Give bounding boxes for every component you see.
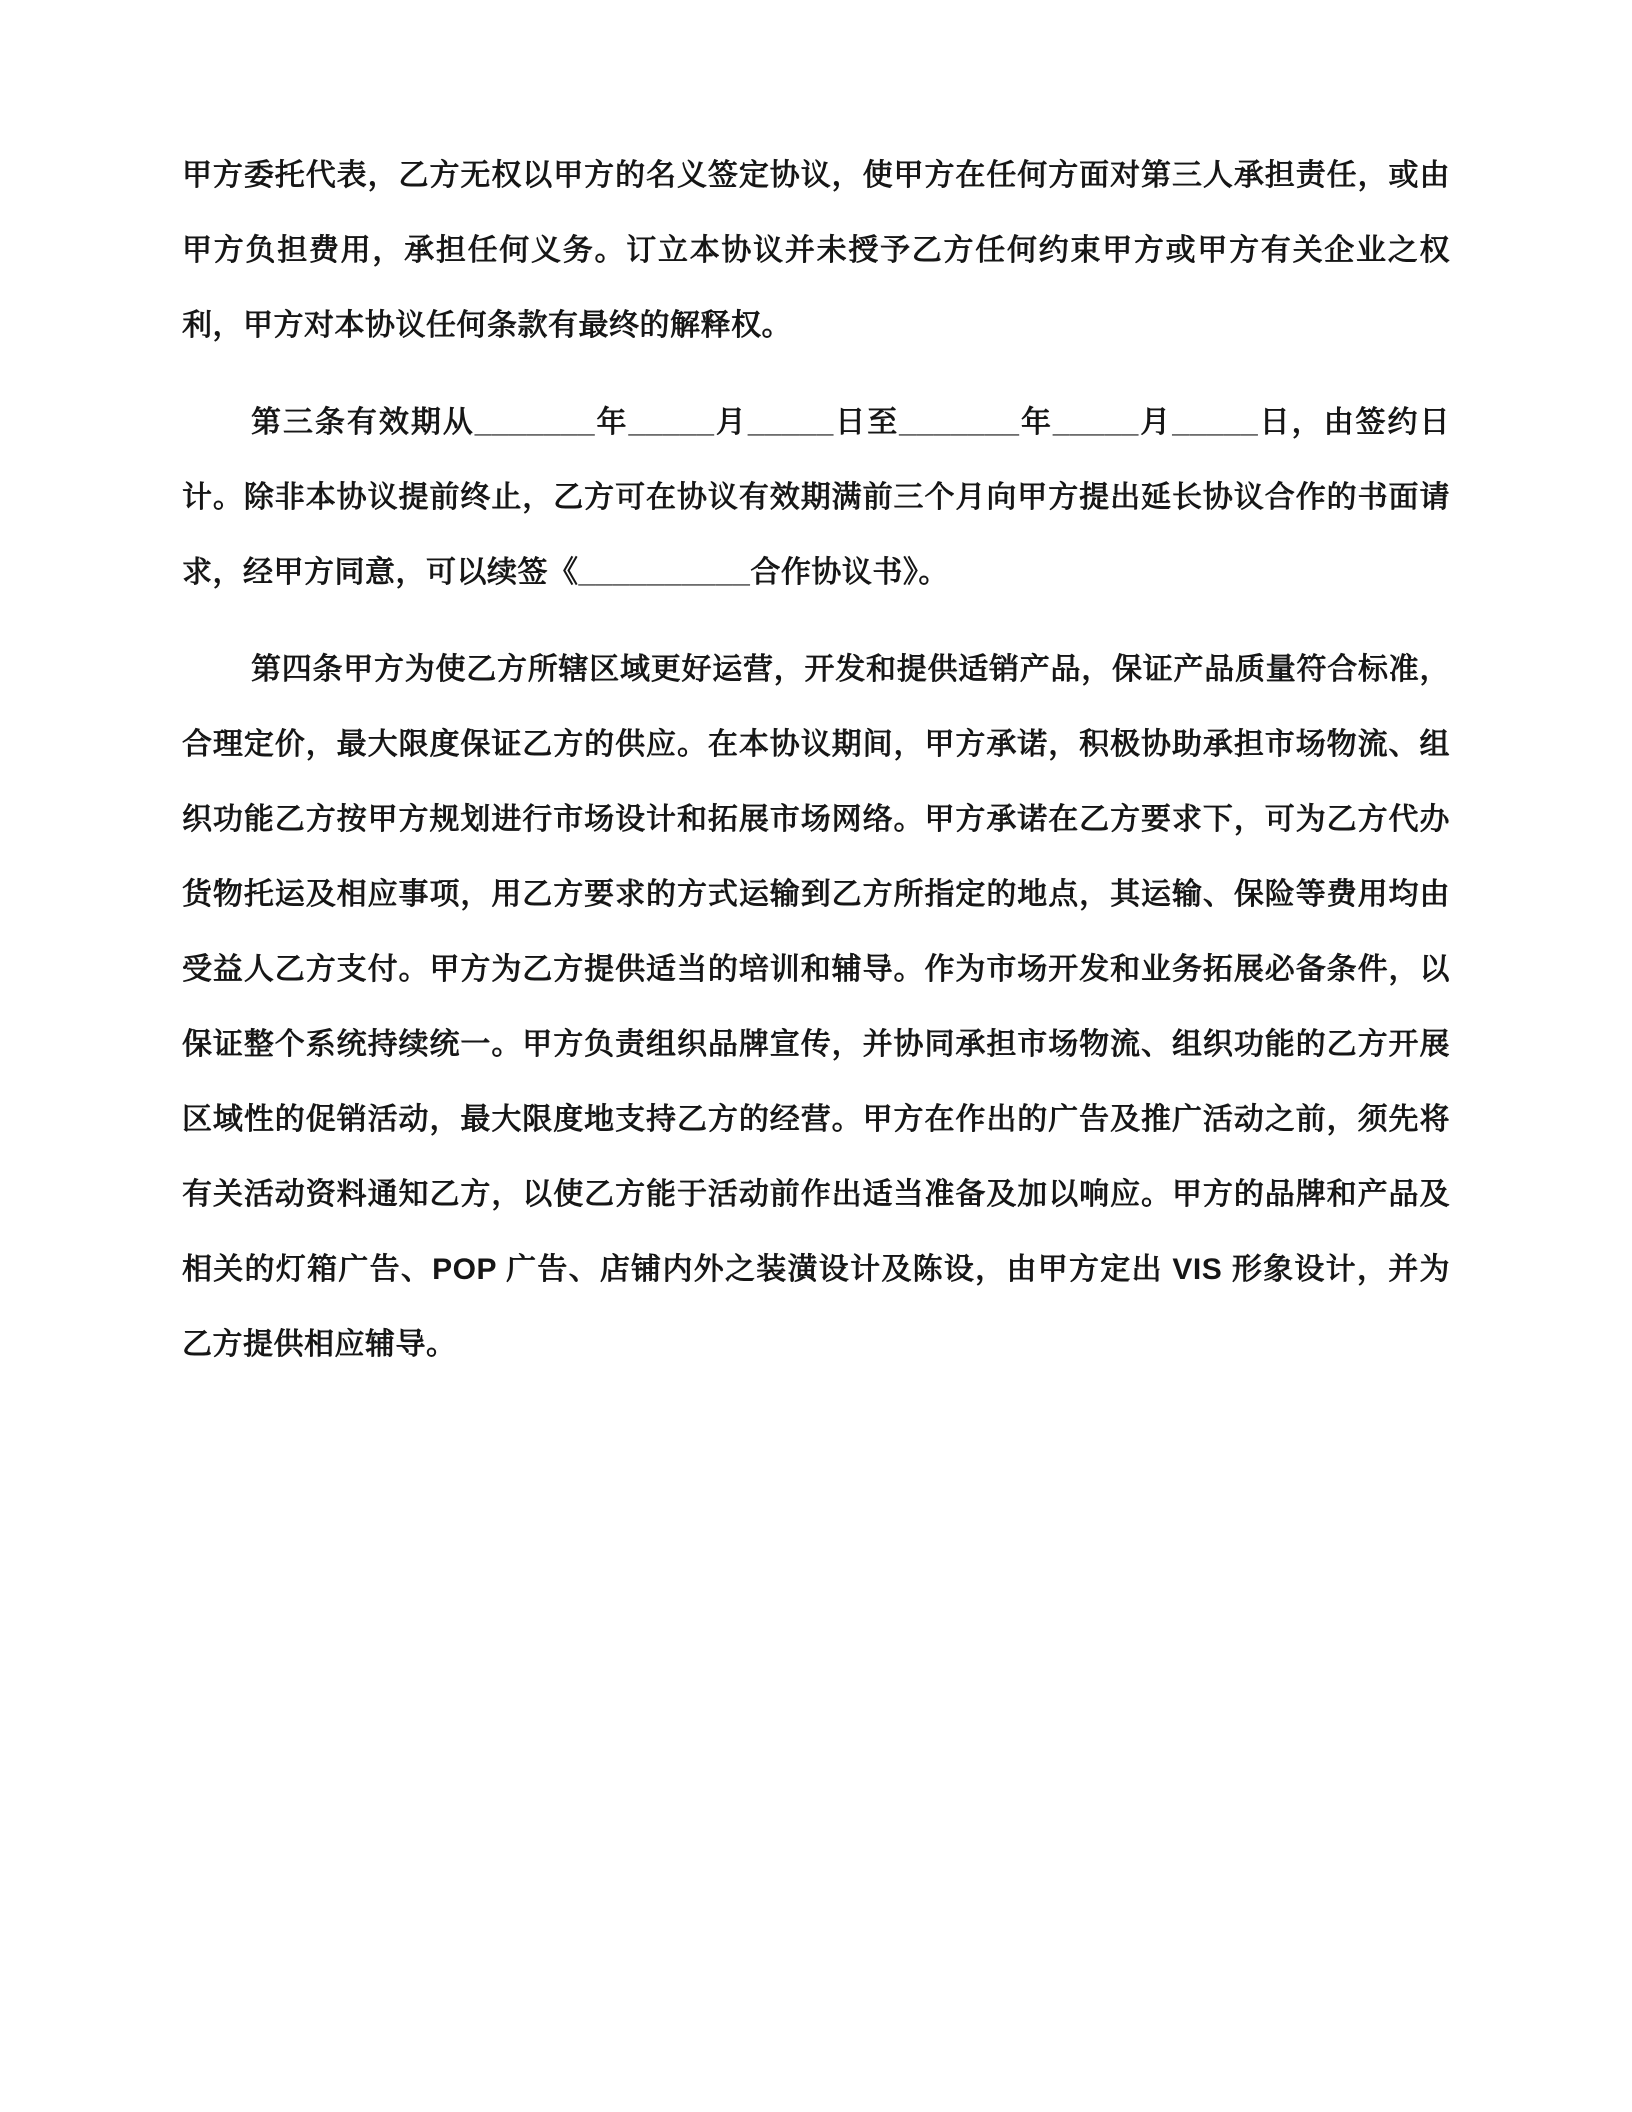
document-body xyxy=(182,138,1450,1382)
paragraph-clause-3: 第三条有效期从_______年_____月_____日至_______年_____月_____日，由签约日计。除非本协议提前终止，乙方可在协议有效期满前三个月向甲方提出延长协议合作的书面请求，经甲方同意，可以续签《__________合作协议书》。 xyxy=(182,406,1450,589)
paragraph-clause-2-continuation: 甲方委托代表，乙方无权以甲方的名义签定协议，使甲方在任何方面对第三人承担责任，或由甲方负担费用，承担任何义务。订立本协议并未授予乙方任何约束甲方或甲方有关企业之权利，甲方对本协议任何条款有最终的解释权。 xyxy=(182,159,1450,342)
paragraph-clause-4: 第四条甲方为使乙方所辖区域更好运营，开发和提供适销产品，保证产品质量符合标准，合理定价，最大限度保证乙方的供应。在本协议期间，甲方承诺，积极协助承担市场物流、组织功能乙方按甲方规划进行市场设计和拓展市场网络。甲方承诺在乙方要求下，可为乙方代办货物托运及相应事项，用乙方要求的方式运输到乙方所指定的地点，其运输、保险等费用均由受益人乙方支付。甲方为乙方提供适当的培训和辅导。作为市场开发和业务拓展必备条件，以保证整个系统持续统一。甲方负责组织品牌宣传，并协同承担市场物流、组织功能的乙方开展区域性的促销活动，最大限度地支持乙方的经营。甲方在作出的广告及推广活动之前，须先将有关活动资料通知乙方，以使乙方能于活动前作出适当准备及加以响应。甲方的品牌和产品及相关的灯箱广告、POP 广告、店铺内外之装潢设计及陈设，由甲方定出 VIS 形象设计，并为乙方提供相应辅导。 xyxy=(182,653,1450,1361)
